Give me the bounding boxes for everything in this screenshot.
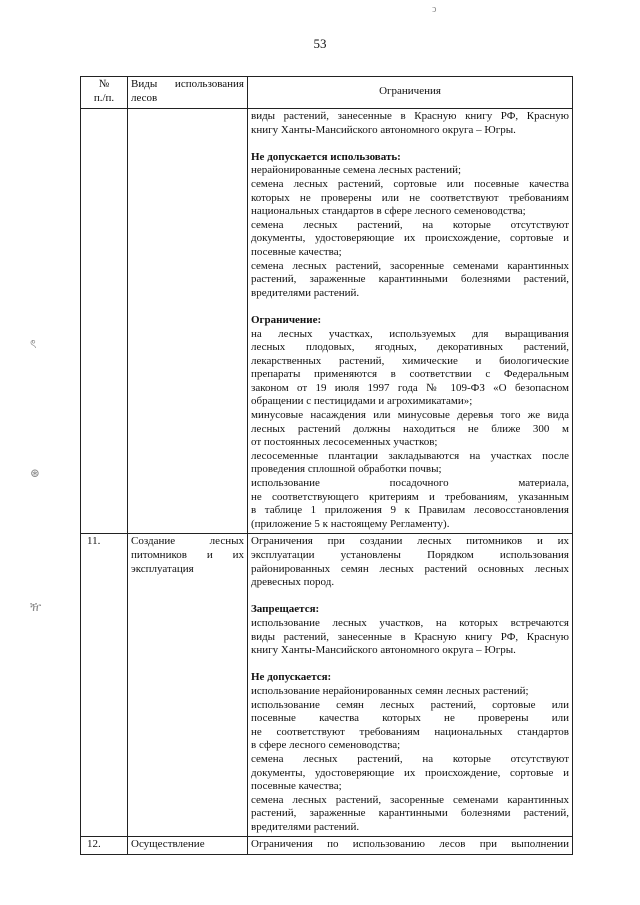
- text-line: посевные качества;: [251, 245, 342, 258]
- text-line: районированных семян лесных растений основных лесных: [251, 562, 569, 575]
- restrictions-cell: [248, 534, 573, 837]
- row-number-cell: [81, 109, 128, 534]
- text-line: обращении с пестицидами и агрохимикатами»;: [251, 395, 473, 408]
- text-line: семена лесных растений, на которые отсутствуют: [251, 752, 569, 765]
- row-number-cell: 11.: [81, 534, 128, 837]
- text-line: вредителями растений.: [251, 286, 360, 299]
- forest-use-type-cell: Создание лесных питомников и их эксплуатация: [128, 534, 248, 837]
- margin-stamp-mark: ዥ: [30, 600, 42, 614]
- margin-tick-mark: ͻ: [432, 4, 437, 15]
- paragraph-gap: [251, 590, 569, 604]
- table-row: [81, 109, 573, 534]
- margin-stamp-mark: ৎ: [30, 337, 37, 351]
- text-line: не соответствующего критериям и требованиям, указанным: [251, 490, 569, 503]
- text-line: на лесных участках, используемых для выращивания: [251, 327, 569, 340]
- text-line: от постоянных лесосеменных участков;: [251, 436, 438, 449]
- header-restrictions: Ограничения: [248, 77, 573, 109]
- section-heading: Не допускается:: [251, 671, 332, 684]
- text-line: нерайонированные семена лесных растений;: [251, 164, 462, 177]
- forest-use-type-cell: Осуществление: [128, 837, 248, 855]
- text-line: семена лесных растений, засоренные семенами карантинных: [251, 259, 569, 272]
- header-number-line1: №: [98, 78, 110, 91]
- text-line: препараты применяются в соответствии с Федеральным: [251, 368, 569, 381]
- table-header-row: [81, 77, 573, 109]
- text-line: вредителями растений.: [251, 820, 360, 833]
- text-line: использование лесных участков, на которых встречаются: [251, 616, 569, 629]
- forest-use-type-cell: [128, 109, 248, 534]
- text-line: книгу Ханты-Мансийского автономного округа – Югры.: [251, 123, 516, 136]
- text-line: проведения сплошной обработки почвы;: [251, 463, 442, 476]
- text-line: посевные качества которых не проверены или: [251, 712, 569, 725]
- margin-stamp-mark: ⊛: [30, 466, 41, 480]
- section-heading: Не допускается использовать:: [251, 150, 401, 163]
- text-line: использование нерайонированных семян лесных растений;: [251, 684, 529, 697]
- text-line: документы, удостоверяющие их происхождение, сортовые и: [251, 766, 569, 779]
- text-line: лесосеменные плантации закладываются на участках после: [251, 449, 569, 462]
- section-heading: Ограничение:: [251, 313, 322, 326]
- text-line: книгу Ханты-Мансийского автономного округа – Югры.: [251, 644, 516, 657]
- text-line: Ограничения по использованию лесов при выполнении: [251, 838, 569, 851]
- text-line: растений, зараженные карантинными болезнями растений,: [251, 273, 569, 286]
- restrictions-table: [80, 76, 573, 855]
- text-line: минусовые насаждения или минусовые деревья того же вида: [251, 409, 569, 422]
- text-line: в таблице 1 приложения 9 к Правилам лесовосстановления: [251, 504, 569, 517]
- text-line: лекарственных растений, химические и биологические: [251, 354, 569, 367]
- text-line: в сфере лесного семеноводства;: [251, 739, 401, 752]
- header-number-line2: п./п.: [93, 92, 115, 104]
- text-line: виды растений, занесенные в Красную книгу РФ, Красную: [251, 110, 569, 122]
- text-line: посевные качества;: [251, 780, 342, 793]
- table-row: [81, 837, 573, 855]
- text-line: документы, удостоверяющие их происхождение, сортовые и: [251, 232, 569, 245]
- restrictions-cell: [248, 109, 573, 534]
- text-line: Ограничения при создании лесных питомников и их: [251, 535, 569, 548]
- text-line: лесных плодовых, ягодных, декоративных растений,: [251, 341, 569, 354]
- row-number-cell: 12.: [81, 837, 128, 855]
- text-line: виды растений, занесенные в Красную книгу РФ, Красную: [251, 630, 569, 643]
- table-row: [81, 534, 573, 837]
- text-line: лесных растений должны находиться не ближе 300 м: [251, 422, 569, 435]
- text-line: использование посадочного материала,: [251, 477, 569, 490]
- section-heading: Запрещается:: [251, 603, 320, 616]
- paragraph-gap: [251, 658, 569, 672]
- paragraph-gap: [251, 137, 569, 151]
- text-line: (приложение 5 к настоящему Регламенту).: [251, 517, 450, 530]
- text-line: растений, зараженные карантинными болезнями растений,: [251, 807, 569, 820]
- header-type-line1: Виды использования: [131, 78, 244, 91]
- text-line: древесных пород.: [251, 576, 335, 589]
- text-line: которых не проверены или не соответствуют требованиям: [251, 191, 569, 204]
- paragraph-gap: [251, 300, 569, 314]
- text-line: эксплуатации установлены Порядком использования: [251, 549, 569, 561]
- header-type-line2: лесов: [131, 92, 158, 104]
- text-line: законом от 19 июля 1997 года № 109-ФЗ «О безопасном: [251, 381, 569, 394]
- page-number: 53: [313, 36, 327, 51]
- text-line: семена лесных растений, на которые отсутствуют: [251, 218, 569, 231]
- restrictions-cell: [248, 837, 573, 855]
- header-forest-use-type: [128, 77, 248, 109]
- header-number: [81, 77, 128, 109]
- text-line: использование семян лесных растений, сортовые или: [251, 698, 569, 711]
- text-line: семена лесных растений, сортовые или посевные качества: [251, 177, 569, 190]
- text-line: национальных стандартов в сфере лесного семеноводства;: [251, 205, 526, 218]
- text-line: не соответствуют требованиям национальных стандартов: [251, 725, 569, 738]
- text-line: семена лесных растений, засоренные семенами карантинных: [251, 793, 569, 806]
